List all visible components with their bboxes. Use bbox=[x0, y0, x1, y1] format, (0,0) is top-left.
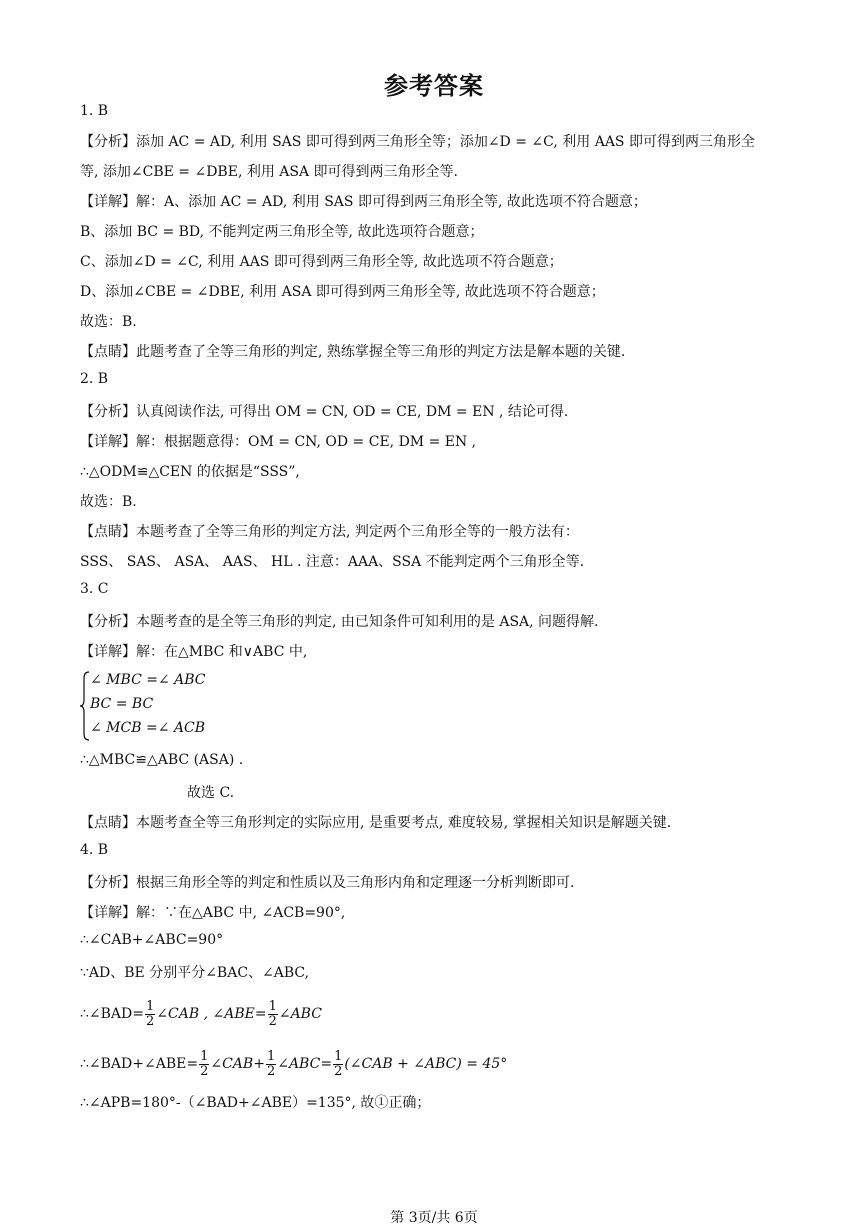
text-line: ∴∠CAB+∠ABC=90° bbox=[80, 932, 224, 948]
text-line: 【详解】解：A、添加 AC = AD, 利用 SAS 即可得到两三角形全等, 故此选项不符合题意； bbox=[80, 194, 647, 210]
text-line: 【分析】添加 AC = AD, 利用 SAS 即可得到两三角形全等；添加∠D = ∠C, 利用 AAS 即可得到两三角形全 bbox=[80, 134, 755, 150]
text-line: ∵AD、BE 分别平分∠BAC、∠ABC, bbox=[80, 965, 310, 981]
fraction-line-2-seg1: ∠CAB+ bbox=[210, 1056, 265, 1073]
system-row-2: BC = BC bbox=[90, 696, 154, 712]
text-line: 2. B bbox=[80, 371, 109, 387]
text-line: 3. C bbox=[80, 581, 109, 597]
fraction-line-2 bbox=[80, 1050, 507, 1078]
text-line: 故选：B. bbox=[80, 314, 137, 330]
page-title: 参考答案 bbox=[384, 72, 484, 100]
system-row-3: ∠ MCB =∠ ACB bbox=[90, 720, 205, 736]
text-line: 【分析】本题考查的是全等三角形的判定, 由已知条件可知利用的是 ASA, 问题得解. bbox=[80, 614, 599, 630]
text-line: SSS、 SAS、 ASA、 AAS、 HL . 注意：AAA、SSA 不能判定两个三角形全等. bbox=[80, 554, 585, 570]
text-line: 故选：B. bbox=[80, 494, 137, 510]
text-line: 【分析】根据三角形全等的判定和性质以及三角形内角和定理逐一分析判断即可. bbox=[80, 875, 575, 891]
text-line: ∴∠APB=180°-（∠BAD+∠ABE）=135°, 故①正确； bbox=[80, 1095, 431, 1111]
text-line: 等, 添加∠CBE = ∠DBE, 利用 ASA 即可得到两三角形全等. bbox=[80, 164, 459, 180]
text-line: B、添加 BC = BD, 不能判定两三角形全等, 故此选项符合题意； bbox=[80, 224, 484, 240]
text-line: 【点睛】此题考查了全等三角形的判定, 熟练掌握全等三角形的判定方法是解本题的关键. bbox=[80, 344, 626, 360]
fraction-half-2: $\frac{1}{2}$ bbox=[268, 999, 277, 1029]
text-line: 【点睛】本题考查全等三角形判定的实际应用, 是重要考点, 难度较易, 掌握相关知识是解题关键. bbox=[80, 815, 672, 831]
fraction-line-1-pre: ∴∠BAD= bbox=[80, 1006, 144, 1023]
fraction-line-2-tail: (∠CAB + ∠ABC) = 45° bbox=[344, 1056, 508, 1073]
fraction-line-1 bbox=[80, 1000, 322, 1028]
fraction-half-5: $\frac{1}{2}$ bbox=[334, 1049, 343, 1079]
text-line: 【点睛】本题考查了全等三角形的判定方法, 判定两个三角形全等的一般方法有： bbox=[80, 524, 579, 540]
fraction-line-2-pre: ∴∠BAD+∠ABE= bbox=[80, 1056, 199, 1073]
page-footer: 第 3页/共 6页 bbox=[390, 1210, 478, 1226]
left-brace-icon bbox=[80, 670, 90, 742]
text-line: 故选 C. bbox=[187, 785, 235, 801]
fraction-half-1: $\frac{1}{2}$ bbox=[146, 999, 155, 1029]
text-line: ∴△ODM≌△CEN 的依据是“SSS”, bbox=[80, 464, 300, 480]
text-line: C、添加∠D = ∠C, 利用 AAS 即可得到两三角形全等, 故此选项不符合题意； bbox=[80, 254, 563, 270]
text-line: 【详解】解：根据题意得：OM = CN, OD = CE, DM = EN , bbox=[80, 434, 477, 450]
fraction-half-4: $\frac{1}{2}$ bbox=[266, 1049, 276, 1079]
text-line: 1. B bbox=[80, 103, 109, 119]
system-row-1: ∠ MBC =∠ ABC bbox=[90, 672, 206, 688]
fraction-line-2-seg2: ∠ABC= bbox=[277, 1056, 333, 1073]
text-line: 【详解】解：在△MBC 和∨ABC 中, bbox=[80, 644, 308, 660]
text-line: 【分析】认真阅读作法, 可得出 OM = CN, OD = CE, DM = EN , 结论可得. bbox=[80, 404, 569, 420]
fraction-line-1-mid: ∠CAB , ∠ABE= bbox=[156, 1006, 267, 1023]
text-line: D、添加∠CBE = ∠DBE, 利用 ASA 即可得到两三角形全等, 故此选项不符合题意； bbox=[80, 284, 605, 300]
text-line: ∴△MBC≌△ABC (ASA) . bbox=[80, 752, 244, 768]
text-line: 【详解】解：∵在△ABC 中, ∠ACB=90°, bbox=[80, 905, 346, 921]
fraction-line-1-tail: ∠ABC bbox=[278, 1006, 322, 1023]
fraction-half-3: $\frac{1}{2}$ bbox=[200, 1049, 209, 1079]
text-line: 4. B bbox=[80, 842, 109, 858]
equation-system bbox=[80, 670, 240, 742]
